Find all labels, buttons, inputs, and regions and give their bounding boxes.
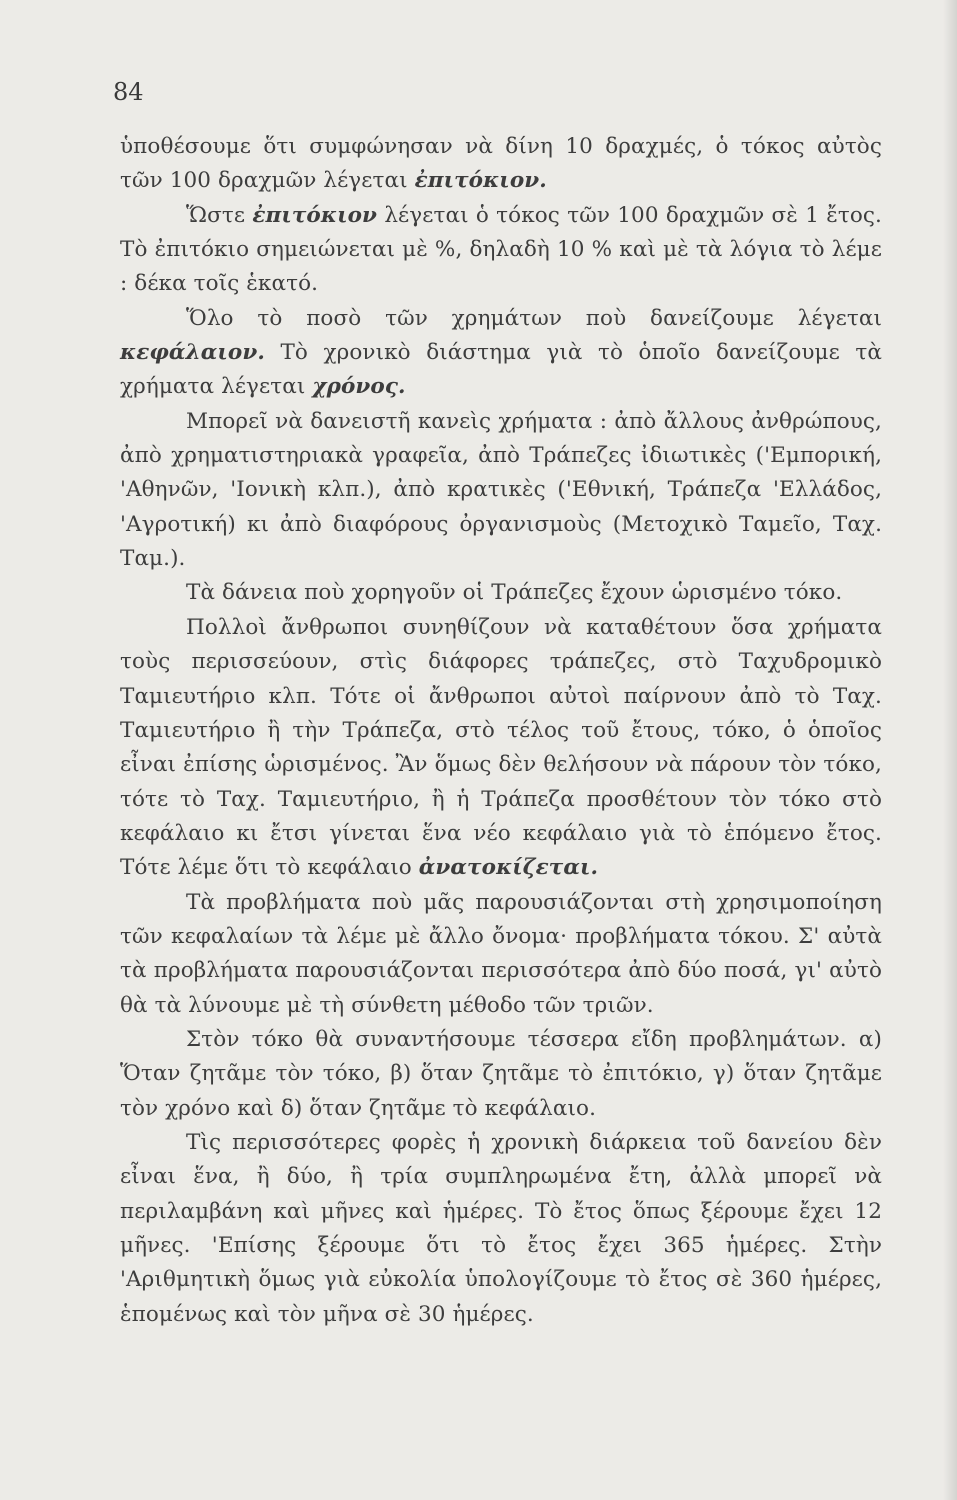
bold-term: ἐπιτόκιον xyxy=(252,202,378,228)
paragraph-p6 xyxy=(120,611,882,886)
text-segment: Τὰ προβλήματα ποὺ μᾶς παρουσιάζονται στὴ χρησιμοποίηση τῶν κεφαλαίων τὰ λέμε μὲ ἄλλο ὄνομα· προβλήματα τόκου. Σ' αὐτὰ τὰ προβλήματα παρουσιάζονται περισσότερα ἀπὸ δύο ποσά, γι' αὐτὸ θὰ τὰ λύνουμε μὲ τὴ σύνθετη μέθοδο τῶν τριῶν. xyxy=(120,889,882,1018)
paragraph-p3 xyxy=(120,302,882,405)
text-segment: Μπορεῖ νὰ δανειστῆ κανεὶς χρήματα : ἀπὸ ἄλλους ἀνθρώπους, ἀπὸ χρηματιστηριακὰ γραφεῖα, ἀπὸ Τράπεζες ἰδιωτικὲς ('Εμπορική, 'Αθηνῶν, 'Ιονικὴ κλπ.), ἀπὸ κρατικὲς ('Εθνική, Τράπεζα 'Ελλάδος, 'Αγροτική) κι ἀπὸ διαφόρους ὀργανισμοὺς (Μετοχικὸ Ταμεῖο, Ταχ. Ταμ.). xyxy=(120,408,882,572)
paragraph-p4 xyxy=(120,405,882,577)
bold-term: χρόνος. xyxy=(312,374,406,400)
text-segment: λέγεται ὁ τόκος τῶν 100 δραχμῶν σὲ 1 ἔτος. Τὸ ἐπιτόκιο σημειώνεται μὲ %, δηλαδὴ 10 % καὶ μὲ τὰ λόγια τὸ λέμε : δέκα τοῖς ἑκατό. xyxy=(120,202,882,297)
bold-term: κεφάλαιον. xyxy=(120,340,265,366)
paragraph-p7 xyxy=(120,886,882,1023)
paragraph-p8 xyxy=(120,1023,882,1126)
bold-term: ἀνατοκίζεται. xyxy=(418,855,599,881)
text-segment: Τὶς περισσότερες φορὲς ἡ χρονικὴ διάρκεια τοῦ δανείου δὲν εἶναι ἕνα, ἢ δύο, ἢ τρία συμπληρωμένα ἔτη, ἀλλὰ μπορεῖ νὰ περιλαμβάνη καὶ μῆνες καὶ ἡμέρες. Τὸ ἔτος ὅπως ξέρουμε ἔχει 12 μῆνες. 'Επίσης ξέρουμε ὅτι τὸ ἔτος ἔχει 365 ἡμέρες. Στὴν 'Αριθμητικὴ ὅμως γιὰ εὐκολία ὑπολογίζουμε τὸ ἔτος σὲ 360 ἡμέρες, ἑπομένως καὶ τὸν μῆνα σὲ 30 ἡμέρες. xyxy=(120,1129,882,1327)
text-segment: ὑποθέσουμε ὅτι συμφώνησαν νὰ δίνη 10 δραχμές, ὁ τόκος αὐτὸς τῶν 100 δραχμῶν λέγεται xyxy=(120,134,882,194)
text-segment: Τὸ χρονικὸ διάστημα γιὰ τὸ ὁποῖο δανείζουμε τὰ χρήματα λέγεται xyxy=(120,340,882,400)
paragraph-p5 xyxy=(120,576,882,610)
paragraph-p1 xyxy=(120,130,882,199)
page-number: 84 xyxy=(113,78,144,106)
body-text xyxy=(120,130,882,1332)
text-segment: Ὥστε xyxy=(186,202,253,228)
page-edge-shadow xyxy=(943,0,957,1500)
bold-term: ἐπιτόκιον. xyxy=(414,168,547,194)
text-segment: Τὰ δάνεια ποὺ χορηγοῦν οἱ Τράπεζες ἔχουν ὡρισμένο τόκο. xyxy=(186,580,843,606)
paragraph-p9 xyxy=(120,1126,882,1332)
text-segment: Ὅλο τὸ ποσὸ τῶν χρημάτων ποὺ δανείζουμε λέγεται xyxy=(186,305,882,331)
text-segment: Στὸν τόκο θὰ συναντήσουμε τέσσερα εἴδη προβλημάτων. α) Ὅταν ζητᾶμε τὸν τόκο, β) ὅταν ζητᾶμε τὸ ἐπιτόκιο, γ) ὅταν ζητᾶμε τὸν χρόνο καὶ δ) ὅταν ζητᾶμε τὸ κεφάλαιο. xyxy=(120,1026,882,1121)
paragraph-p2 xyxy=(120,199,882,302)
text-segment: Πολλοὶ ἄνθρωποι συνηθίζουν νὰ καταθέτουν ὅσα χρήματα τοὺς περισσεύουν, στὶς διάφορες τράπεζες, στὸ Ταχυδρομικὸ Ταμιευτήριο κλπ. Τότε οἱ ἄνθρωποι αὐτοὶ παίρνουν ἀπὸ τὸ Ταχ. Ταμιευτήριο ἢ τὴν Τράπεζα, στὸ τέλος τοῦ ἔτους, τόκο, ὁ ὁποῖος εἶναι ἐπίσης ὡρισμένος. Ἂν ὅμως δὲν θελήσουν νὰ πάρουν τὸν τόκο, τότε τὸ Ταχ. Ταμιευτήριο, ἢ ἡ Τράπεζα προσθέτουν τὸν τόκο στὸ κεφάλαιο κι ἔτσι γίνεται ἕνα νέο κεφάλαιο γιὰ τὸ ἑπόμενο ἔτος. Τότε λέμε ὅτι τὸ κεφάλαιο xyxy=(120,614,882,881)
